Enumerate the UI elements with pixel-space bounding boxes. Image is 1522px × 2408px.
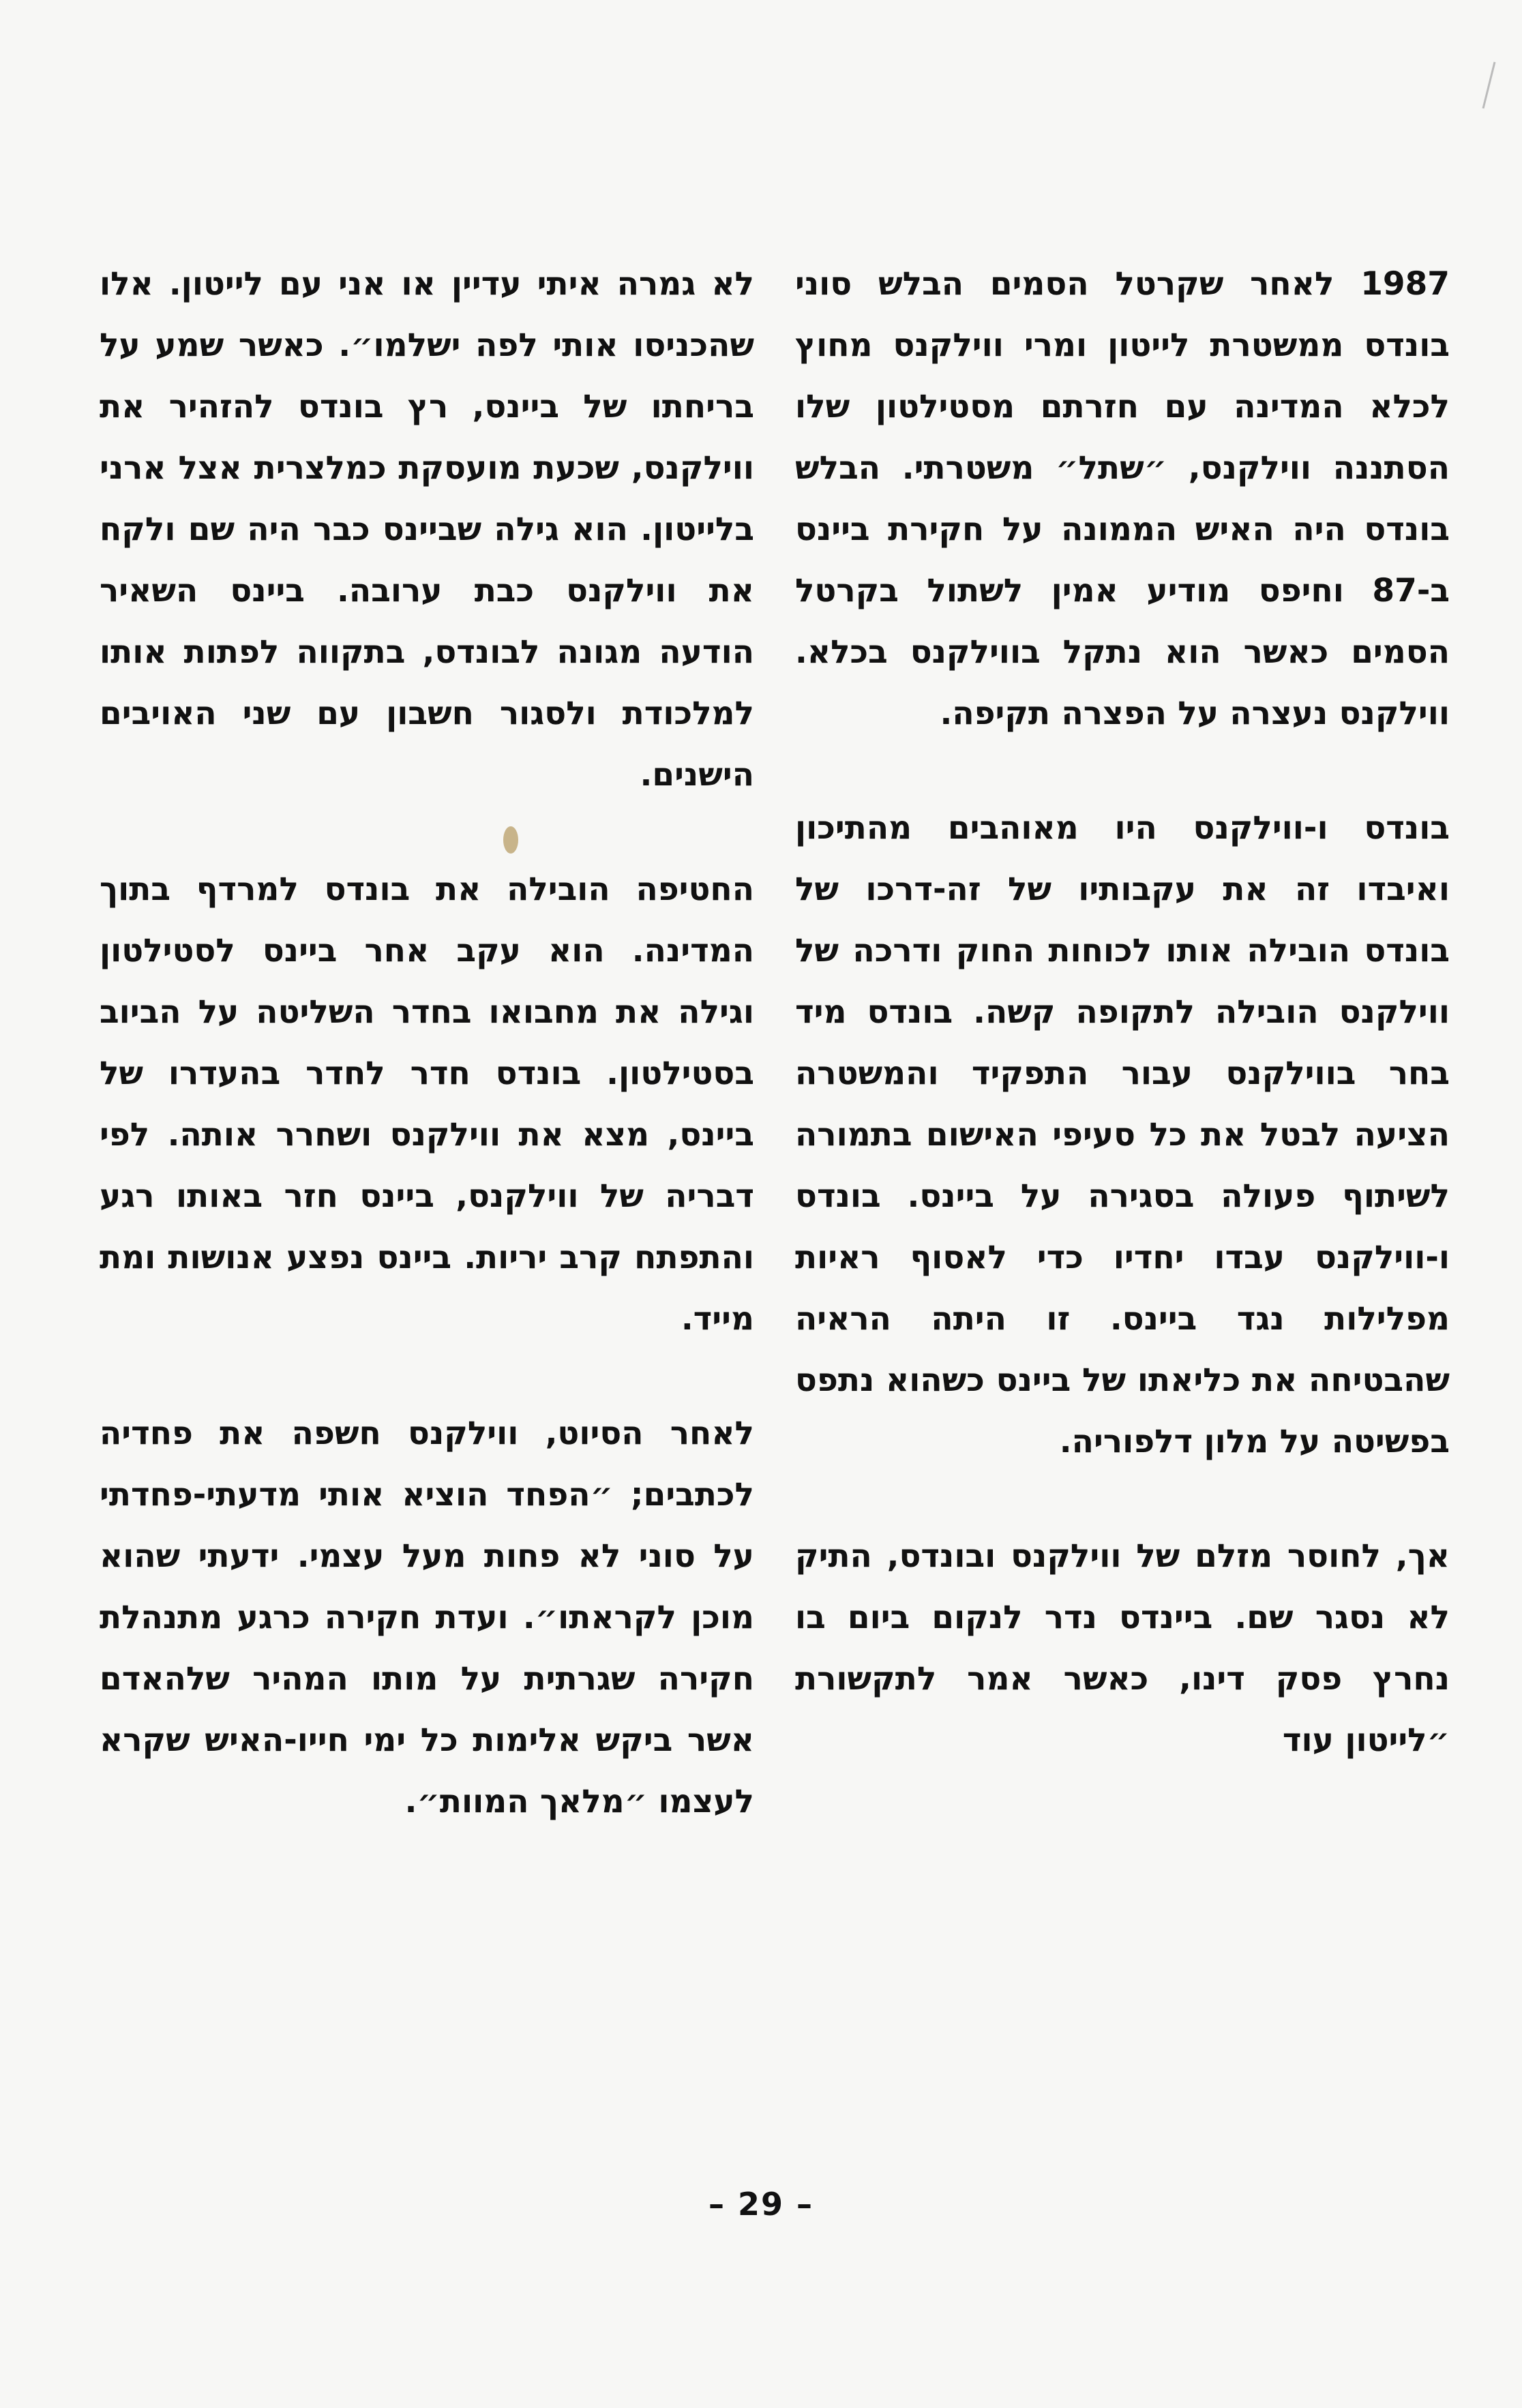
paper-stain <box>503 826 518 854</box>
text-column-right <box>795 254 1450 1771</box>
text-column-left <box>100 254 754 1833</box>
paragraph: לא גמרה איתי עדיין או אני עם לייטון. אלו שהכניסו אותי לפה ישלמו״. כאשר שמע על בריחתו של ביינס, רץ בונדס להזהיר את ווילקנס, שכעת מועסקת כמלצרית אצל ארני בלייטון. הוא גילה שביינס כבר היה שם ולקח את ווילקנס כבת ערובה. ביינס השאיר הודעה מגונה לבונדס, בתקווה לפתות אותו למלכודת ולסגור חשבון עם שני האויבים הישנים. <box>100 265 754 794</box>
page-number: – 29 – <box>708 2186 814 2223</box>
paragraph: החטיפה הובילה את בונדס למרדף בתוך המדינה. הוא עקב אחר ביינס לסטילטון וגילה את מחבואו בחדר השליטה על הביוב בסטילטון. בונדס חדר לחדר בהעדרו של ביינס, מצא את ווילקנס ושחרר אותה. לפי דבריה של ווילקנס, ביינס חזר באותו רגע והתפתח קרב יריות. ביינס נפצע אנושות ומת מייד. <box>100 871 754 1338</box>
paragraph: אך, לחוסר מזלם של ווילקנס ובונדס, התיק לא נסגר שם. ביינדס נדר לנקום ביום בו נחרץ פסק דינו, כאשר אמר לתקשורת ״לייטון עוד <box>795 1537 1450 1759</box>
paragraph: 1987 לאחר שקרטל הסמים הבלש סוני בונדס ממשטרת לייטון ומרי ווילקנס מחוץ לכלא המדינה עם חזרתם מסטילטון שלו הסתננה ווילקנס, ״שתל״ משטרתי. הבלש בונדס היה האיש הממונה על חקירת ביינס ב-87 וחיפס מודיע אמין לשתול בקרטל הסמים כאשר הוא נתקל בווילקנס בכלא. ווילקנס נעצרה על הפצרה תקיפה. <box>795 265 1450 732</box>
paragraph: לאחר הסיוט, ווילקנס חשפה את פחדיה לכתבים; ״הפחד הוציא אותי מדעתי-פחדתי על סוני לא פחות מעל עצמי. ידעתי שהוא מוכן לקראתו״. ועדת חקירה כרגע מתנהלת חקירה שגרתית על מותו המהיר שלהאדם אשר ביקש אלימות כל ימי חייו-האיש שקרא לעצמו ״מלאך המוות״. <box>100 1415 754 1820</box>
scan-mark <box>1482 62 1496 109</box>
paragraph: בונדס ו-ווילקנס היו מאוהבים מהתיכון ואיבדו זה את עקבותיו של זה-דרכו של בונדס הובילה אותו לכוחות החוק ודרכה של ווילקנס הובילה לתקופה קשה. בונדס מיד בחר בווילקנס עבור התפקיד והמשטרה הציעה לבטל את כל סעיפי האישום בתמורה לשיתוף פעולה בסגירה על ביינס. בונדס ו-ווילקנס עבדו יחדיו כדי לאסוף ראיות מפלילות נגד ביינס. זו היתה הראיה שהבטיחה את כליאתו של ביינס כשהוא נתפס בפשיטה על מלון דלפוריה. <box>795 809 1450 1460</box>
